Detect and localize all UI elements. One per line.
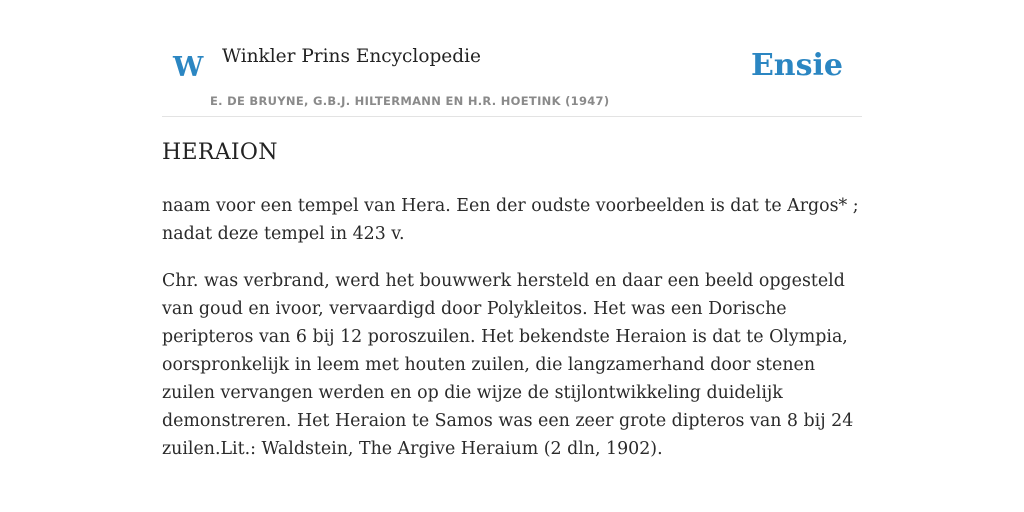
- article-paragraph: Chr. was verbrand, werd het bouwwerk hersteld en daar een beeld opgesteld van goud en ivoor, vervaardigd door Polykleitos. Het was een Dorische peripteros van 6 bij 12 poroszuilen. Het bekendste Heraion is dat te Olympia, oorspronkelijk in leem met houten zuilen, die langzamerhand door stenen zuilen vervangen werden en op die wijze de stijlontwikkeling duidelijk demonstreren. Het Heraion te Samos was een zeer grote dipteros van 8 bij 24 zuilen.Lit.: Waldstein, The Argive Heraium (2 dln, 1902).: [162, 271, 854, 459]
- page-container: [162, 0, 862, 459]
- publication-authors: E. DE BRUYNE, G.B.J. HILTERMANN EN H.R. HOETINK (1947): [210, 94, 610, 108]
- publication-title[interactable]: Winkler Prins Encyclopedie: [222, 46, 481, 67]
- winkler-prins-logo-icon[interactable]: W: [173, 52, 204, 83]
- header: [162, 0, 862, 117]
- article-title: HERAION: [162, 140, 278, 165]
- article-paragraph: naam voor een tempel van Hera. Een der oudste voorbeelden is dat te Argos* ; nadat deze tempel in 423 v.: [162, 196, 859, 244]
- ensie-logo[interactable]: Ensie: [750, 48, 843, 83]
